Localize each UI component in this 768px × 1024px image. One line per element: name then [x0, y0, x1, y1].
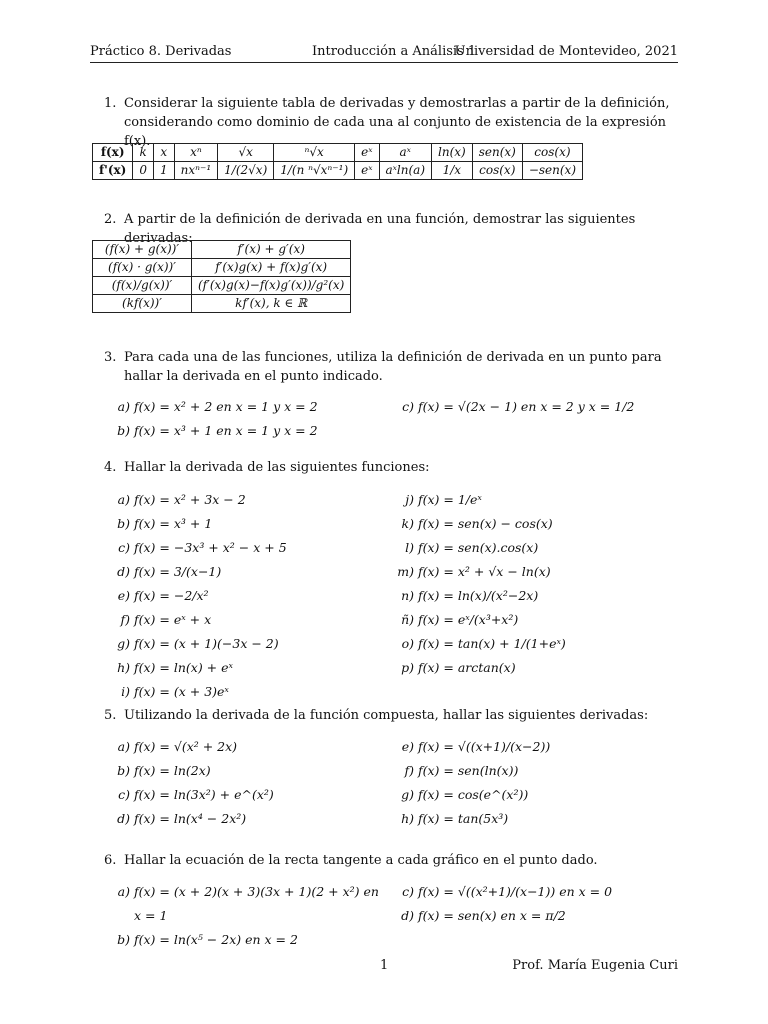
item-expression: f(x) = √(2x − 1) en x = 2 y x = 1/2	[418, 399, 635, 414]
item-label: b)	[117, 516, 130, 531]
item-label: b)	[117, 763, 130, 778]
item-expression: f(x) = ln(x⁴ − 2x²)	[134, 811, 247, 826]
list-item	[108, 680, 287, 704]
list-item	[108, 536, 287, 560]
item-expression: f(x) = 1/eˣ	[418, 492, 482, 507]
question-1-text: Considerar la siguiente tabla de derivadas y demostrarlas a partir de la definición, considerando como dominio de cada una al conjunto de existencia de la expresión f(x).	[124, 96, 670, 149]
item-expression: f(x) = tan(5x³)	[418, 811, 509, 826]
list-item	[108, 419, 318, 443]
header-center: Introducción a Análisis 1	[312, 44, 477, 59]
item-label: j)	[405, 492, 414, 507]
rules-table	[92, 240, 351, 313]
item-label: e)	[401, 739, 414, 754]
list-item	[108, 560, 287, 584]
item-expression: f(x) = 3/(x−1)	[134, 564, 222, 579]
item-expression: f(x) = ln(x) + eˣ	[134, 660, 233, 675]
table-cell: k	[133, 144, 154, 162]
item-expression: f(x) = x² + √x − ln(x)	[418, 564, 551, 579]
list-item	[108, 656, 287, 680]
table-cell: 1/x	[432, 162, 473, 180]
item-expression: f(x) = √((x²+1)/(x−1)) en x = 0	[418, 884, 613, 899]
table-cell: −sen(x)	[522, 162, 582, 180]
table-cell: 1/(2√x)	[218, 162, 274, 180]
q6-left-list	[108, 880, 379, 952]
item-label: l)	[405, 540, 414, 555]
list-item	[392, 536, 566, 560]
list-item	[108, 632, 287, 656]
item-label: a)	[117, 739, 130, 754]
item-label: a)	[117, 492, 130, 507]
question-4: 4. Hallar la derivada de las siguientes funciones:	[104, 458, 678, 477]
rules-cell: kf′(x), k ∈ ℝ	[192, 295, 351, 313]
question-3: 3. Para cada una de las funciones, utiliza la definición de derivada en un punto para hallar la derivada en el punto indicado.	[104, 348, 678, 386]
question-5-text: Utilizando la derivada de la función compuesta, hallar las siguientes derivadas:	[124, 708, 649, 723]
list-item	[392, 608, 566, 632]
rules-cell: f′(x) + g′(x)	[192, 241, 351, 259]
item-expression: f(x) = sen(ln(x))	[418, 763, 519, 778]
list-item	[392, 488, 566, 512]
table-cell: f(x)	[93, 144, 133, 162]
item-label: b)	[117, 932, 130, 947]
item-label: f)	[120, 612, 130, 627]
item-label: o)	[401, 636, 414, 651]
list-item	[392, 807, 550, 831]
table-cell: nxⁿ⁻¹	[174, 162, 218, 180]
item-expression: f(x) = sen(x) − cos(x)	[418, 516, 553, 531]
item-expression: f(x) = cos(e^(x²))	[418, 787, 529, 802]
list-item	[392, 656, 566, 680]
question-1: 1. Considerar la siguiente tabla de derivadas y demostrarlas a partir de la definición, considerando como dominio de cada una al conjunto de existencia de la expresión f(x).	[104, 94, 678, 151]
table-cell: cos(x)	[522, 144, 582, 162]
list-item	[392, 632, 566, 656]
item-label: g)	[117, 636, 130, 651]
item-label: k)	[401, 516, 414, 531]
list-item	[108, 735, 274, 759]
table-cell: ln(x)	[432, 144, 473, 162]
item-label: c)	[402, 884, 414, 899]
item-expression: f(x) = tan(x) + 1/(1+eˣ)	[418, 636, 566, 651]
list-item	[108, 759, 274, 783]
q4-left-list	[108, 488, 287, 704]
list-item	[108, 512, 287, 536]
derivatives-table	[92, 143, 583, 180]
item-label: d)	[117, 811, 130, 826]
item-expression: f(x) = eˣ + x	[134, 612, 212, 627]
rules-cell: (f(x) + g(x))′	[93, 241, 192, 259]
question-6-text: Hallar la ecuación de la recta tangente a cada gráfico en el punto dado.	[124, 853, 598, 868]
table-cell: x	[154, 144, 175, 162]
item-label: h)	[401, 811, 414, 826]
item-expression: f(x) = sen(x) en x = π/2	[418, 908, 566, 923]
rules-cell: (f(x)/g(x))′	[93, 277, 192, 295]
item-label: n)	[401, 588, 414, 603]
question-4-text: Hallar la derivada de las siguientes funciones:	[124, 460, 430, 475]
item-expression: f(x) = √((x+1)/(x−2))	[418, 739, 551, 754]
item-expression: f(x) = eˣ/(x³+x²)	[418, 612, 519, 627]
item-label: p)	[401, 660, 414, 675]
item-expression: f(x) = x³ + 1	[134, 516, 213, 531]
derivative-row	[93, 162, 583, 180]
item-label: d)	[401, 908, 414, 923]
page-header	[90, 44, 678, 63]
list-item	[108, 608, 287, 632]
item-label: m)	[397, 564, 414, 579]
item-expression: f(x) = −3x³ + x² − x + 5	[134, 540, 287, 555]
item-expression: f(x) = arctan(x)	[418, 660, 516, 675]
rules-cell: (f′(x)g(x)−f(x)g′(x))/g²(x)	[192, 277, 351, 295]
list-item	[392, 512, 566, 536]
q3-left-list	[108, 395, 318, 443]
q4-right-list	[392, 488, 566, 680]
list-item	[392, 560, 566, 584]
rules-row	[93, 295, 351, 313]
item-label: c)	[118, 540, 130, 555]
item-expression: f(x) = ln(2x)	[134, 763, 211, 778]
rules-cell: (f(x) · g(x))′	[93, 259, 192, 277]
item-expression: f(x) = (x + 3)eˣ	[134, 684, 229, 699]
question-6: 6. Hallar la ecuación de la recta tangente a cada gráfico en el punto dado.	[104, 851, 678, 870]
item-expression: f(x) = −2/x²	[134, 588, 209, 603]
header-right: Universidad de Montevideo, 2021	[454, 44, 678, 59]
list-item	[392, 735, 550, 759]
item-expression: f(x) = ln(x)/(x²−2x)	[418, 588, 539, 603]
list-item	[108, 395, 318, 419]
table-cell: 1	[154, 162, 175, 180]
q5-left-list	[108, 735, 274, 831]
list-item	[108, 807, 274, 831]
q3-right-list	[392, 395, 634, 419]
header-left: Práctico 8. Derivadas	[90, 44, 232, 59]
item-label: h)	[117, 660, 130, 675]
item-expression: f(x) = x³ + 1 en x = 1 y x = 2	[134, 423, 318, 438]
list-item	[108, 783, 274, 807]
list-item	[392, 880, 612, 904]
table-cell: 1/(n ⁿ√xⁿ⁻¹)	[274, 162, 355, 180]
item-label: d)	[117, 564, 130, 579]
page-number: 1	[380, 958, 389, 973]
item-label: c)	[402, 399, 414, 414]
rules-row	[93, 277, 351, 295]
list-item	[392, 783, 550, 807]
q5-right-list	[392, 735, 550, 831]
table-cell: 0	[133, 162, 154, 180]
question-3-text: Para cada una de las funciones, utiliza la definición de derivada en un punto para hallar la derivada en el punto indicado.	[124, 350, 662, 384]
list-item	[108, 928, 379, 952]
list-item	[108, 584, 287, 608]
item-expression: f(x) = ln(x⁵ − 2x) en x = 2	[134, 932, 298, 947]
rules-cell: f′(x)g(x) + f(x)g′(x)	[192, 259, 351, 277]
table-cell: eˣ	[355, 144, 379, 162]
item-label: ñ)	[401, 612, 414, 627]
list-item	[108, 904, 379, 928]
table-cell: eˣ	[355, 162, 379, 180]
item-expression: f(x) = (x + 1)(−3x − 2)	[134, 636, 279, 651]
item-expression: f(x) = √(x² + 2x)	[134, 739, 238, 754]
table-cell: aˣln(a)	[379, 162, 432, 180]
item-label: i)	[121, 684, 130, 699]
item-expression: f(x) = ln(3x²) + e^(x²)	[134, 787, 274, 802]
item-expression: x = 1	[134, 908, 168, 923]
q6-right-list	[392, 880, 612, 928]
list-item	[392, 759, 550, 783]
item-expression: f(x) = x² + 3x − 2	[134, 492, 246, 507]
rules-cell: (kf(x))′	[93, 295, 192, 313]
table-cell: √x	[218, 144, 274, 162]
item-label: f)	[404, 763, 414, 778]
item-expression: f(x) = x² + 2 en x = 1 y x = 2	[134, 399, 318, 414]
rules-row	[93, 259, 351, 277]
item-label: b)	[117, 423, 130, 438]
list-item	[392, 395, 634, 419]
list-item	[392, 584, 566, 608]
question-2: 2. A partir de la definición de derivada en una función, demostrar las siguientes derivadas:	[104, 210, 678, 248]
question-5: 5. Utilizando la derivada de la función compuesta, hallar las siguientes derivadas:	[104, 706, 678, 725]
item-label: c)	[118, 787, 130, 802]
footer-author: Prof. María Eugenia Curi	[512, 958, 678, 973]
item-expression: f(x) = (x + 2)(x + 3)(3x + 1)(2 + x²) en	[134, 884, 379, 899]
item-expression: f(x) = sen(x).cos(x)	[418, 540, 539, 555]
table-cell: aˣ	[379, 144, 432, 162]
question-2-text: A partir de la definición de derivada en una función, demostrar las siguientes derivadas:	[124, 212, 636, 246]
table-cell: ⁿ√x	[274, 144, 355, 162]
table-cell: cos(x)	[472, 162, 522, 180]
item-label: g)	[401, 787, 414, 802]
item-label: e)	[117, 588, 130, 603]
table-cell: f'(x)	[93, 162, 133, 180]
table-cell: sen(x)	[472, 144, 522, 162]
rules-row	[93, 241, 351, 259]
list-item	[108, 488, 287, 512]
item-label: a)	[117, 399, 130, 414]
list-item	[108, 880, 379, 904]
list-item	[392, 904, 612, 928]
table-cell: xⁿ	[174, 144, 218, 162]
item-label: a)	[117, 884, 130, 899]
function-row	[93, 144, 583, 162]
